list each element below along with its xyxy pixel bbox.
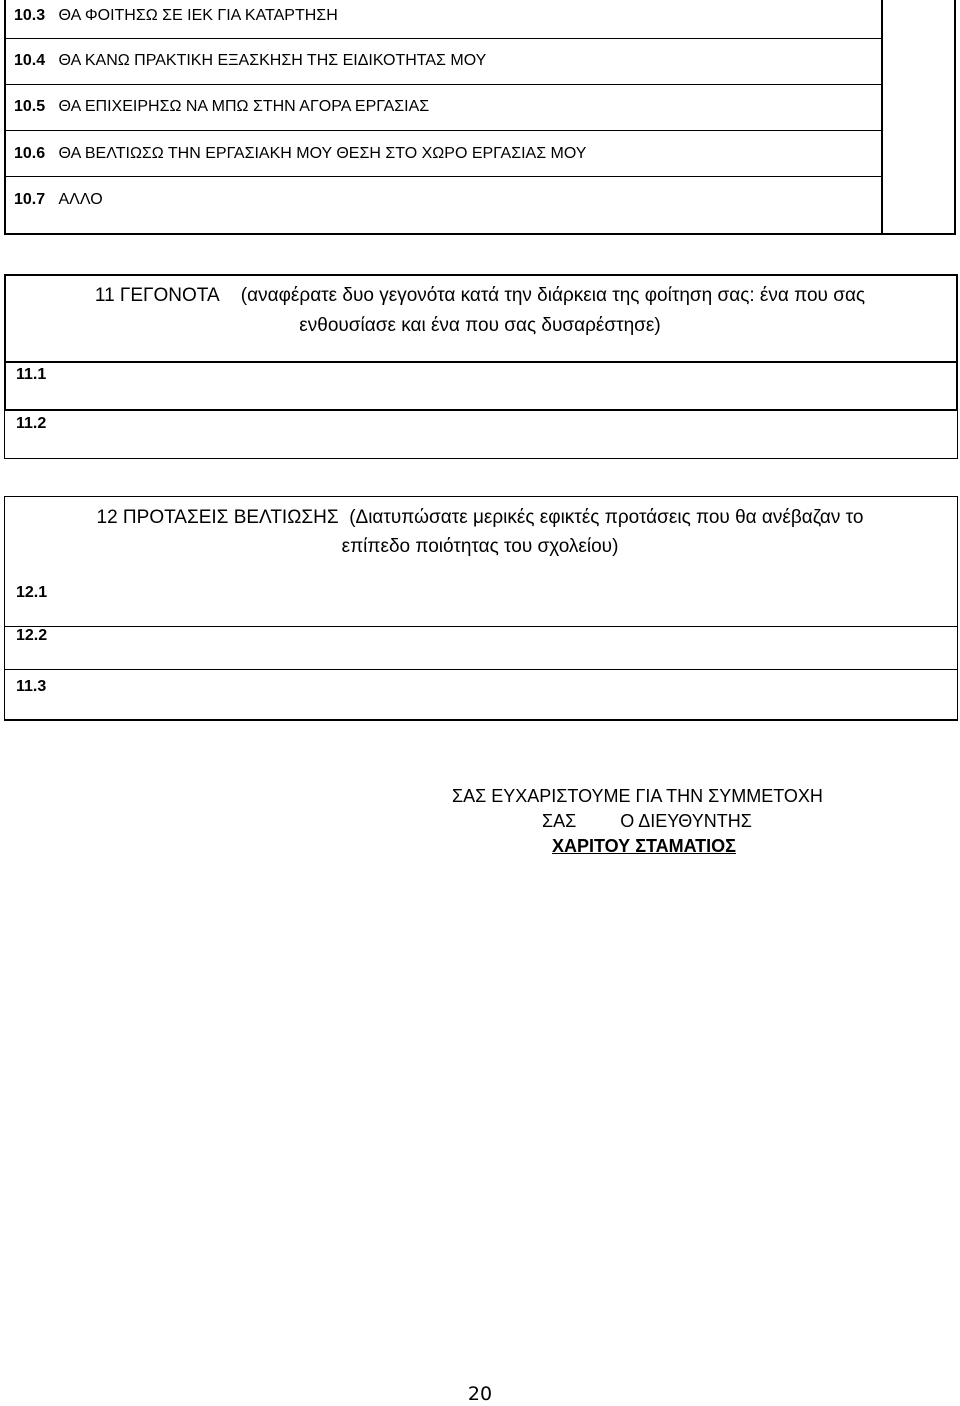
- section-description: (Διατυπώσατε μερικές εφικτές προτάσεις που θα ανέβαζαν το: [349, 507, 864, 528]
- section-11-right-border: [957, 409, 958, 459]
- row-divider: [4, 130, 881, 131]
- table-answer-column-border: [881, 0, 883, 235]
- row-divider: [4, 176, 881, 177]
- item-number: 11.3: [16, 678, 47, 695]
- thanks-line-2a: ΣΑΣ: [542, 811, 577, 831]
- section-12-bottom-border: [4, 719, 958, 721]
- row-number: 10.5: [14, 98, 46, 115]
- row-number: 10.7: [14, 191, 46, 208]
- section-description: (αναφέρατε δυο γεγονότα κατά την διάρκεια της φοίτηση σας: ένα που σας: [240, 285, 866, 306]
- row-label: ΘΑ ΕΠΙΧΕΙΡΗΣΩ ΝΑ ΜΠΩ ΣΤΗΝ ΑΓΟΡΑ ΕΡΓΑΣΙΑΣ: [58, 98, 430, 115]
- table-left-border: [4, 0, 6, 235]
- section-description: ενθουσίασε και ένα που σας δυσαρέστησε): [299, 315, 661, 336]
- section-12-subtitle: [0, 536, 960, 558]
- table-row: [14, 145, 586, 163]
- table-bottom-border: [4, 233, 956, 235]
- section-heading: 12 ΠΡΟΤΑΣΕΙΣ ΒΕΛΤΙΩΣΗΣ: [96, 507, 339, 528]
- row-label: ΘΑ ΦΟΙΤΗΣΩ ΣΕ ΙΕΚ ΓΙΑ ΚΑΤΑΡΤΗΣΗ: [58, 7, 338, 24]
- section-description: επίπεδο ποιότητας του σχολείου): [341, 536, 619, 557]
- row-label: ΘΑ ΚΑΝΩ ΠΡΑΚΤΙΚΗ ΕΞΑΣΚΗΣΗ ΤΗΣ ΕΙΔΙΚΟΤΗΤΑΣ ΜΟΥ: [58, 52, 487, 69]
- table-row: [14, 191, 103, 209]
- page-number: 20: [467, 1383, 493, 1405]
- header-bottom-line: [4, 361, 958, 363]
- thanks-line-2: [542, 811, 752, 832]
- item-number: 11.2: [16, 415, 47, 432]
- section-11-bottom-border: [4, 458, 958, 459]
- item-number: 11.1: [16, 366, 47, 383]
- row-number: 10.4: [14, 52, 46, 69]
- table-row: [14, 98, 429, 116]
- row-label: ΘΑ ΒΕΛΤΙΩΣΩ ΤΗΝ ΕΡΓΑΣΙΑΚΗ ΜΟΥ ΘΕΣΗ ΣΤΟ ΧΩΡΟ ΕΡΓΑΣΙΑΣ ΜΟΥ: [58, 145, 587, 162]
- table-right-border: [954, 0, 956, 235]
- section-11-left-border: [4, 409, 5, 459]
- section-heading: 11 ΓΕΓΟΝΟΤΑ: [94, 285, 220, 306]
- section-12-title: [0, 507, 960, 529]
- item-number: 12.1: [16, 584, 48, 601]
- row-divider: [4, 626, 958, 627]
- section-11-subtitle: [0, 315, 960, 337]
- row-number: 10.3: [14, 7, 46, 24]
- row-label: ΑΛΛΟ: [58, 191, 103, 208]
- table-row: [14, 52, 486, 70]
- table-row: [14, 7, 338, 25]
- signer-name: ΧΑΡΙΤΟΥ ΣΤΑΜΑΤΙΟΣ: [552, 836, 736, 856]
- section-11-title: [0, 285, 960, 307]
- thanks-line: ΣΑΣ ΕΥΧΑΡΙΣΤΟΥΜΕ ΓΙΑ ΤΗΝ ΣΥΜΜΕΤΟΧΗ: [452, 786, 823, 806]
- row-number: 10.6: [14, 145, 46, 162]
- row-divider: [4, 38, 881, 39]
- section-12-frame: [4, 496, 958, 721]
- director-title: Ο ΔΙΕΥΘΥΝΤΗΣ: [620, 811, 752, 831]
- row-divider: [4, 669, 958, 670]
- row-divider: [4, 84, 881, 85]
- item-number: 12.2: [16, 627, 48, 644]
